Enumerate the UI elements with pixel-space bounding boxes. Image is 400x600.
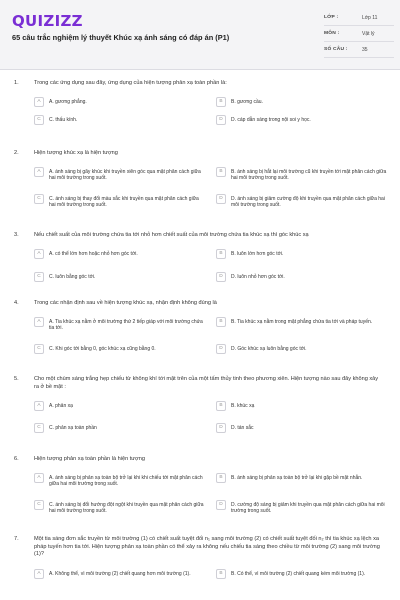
- option-a[interactable]: [34, 97, 204, 107]
- option-letter: C: [34, 272, 44, 282]
- option-letter: B: [216, 473, 226, 483]
- worksheet-title: 65 câu trắc nghiệm lý thuyết Khúc xạ ánh sáng có đáp án (P1): [12, 33, 230, 42]
- option-text: B. Tia khúc xạ nằm trong mặt phẳng chứa tia tới và pháp tuyến.: [231, 318, 373, 325]
- question-7: [0, 536, 400, 577]
- option-c[interactable]: [34, 115, 204, 125]
- option-text: B. luôn lớn hơn góc tới.: [231, 250, 284, 257]
- option-letter: C: [34, 194, 44, 204]
- option-text: A. có thể lớn hơn hoặc nhỏ hơn góc tới.: [49, 250, 138, 257]
- option-c[interactable]: [34, 423, 204, 433]
- option-text: D. luôn nhỏ hơn góc tới.: [231, 273, 285, 280]
- meta-row-count: [324, 42, 394, 58]
- option-c[interactable]: [34, 500, 206, 515]
- meta-value: Vật lý: [362, 30, 375, 37]
- option-letter: A: [34, 473, 44, 483]
- option-letter: C: [34, 500, 44, 510]
- option-c[interactable]: [34, 344, 206, 354]
- question-3: [0, 232, 400, 280]
- option-text: C. phản xạ toàn phần: [49, 424, 97, 431]
- meta-label: SỐ CÂU :: [324, 47, 348, 52]
- question-2: [0, 150, 400, 209]
- option-text: B. ánh sáng bị phản xạ toàn bộ trở lại khi gặp bề mặt nhẵn.: [231, 474, 363, 481]
- meta-value: Lớp 11: [362, 14, 378, 21]
- question-1: [0, 80, 400, 123]
- question-text: Trong các nhận định sau về hiện tượng khúc xạ, nhận định không đúng là: [34, 300, 217, 306]
- option-letter: B: [216, 249, 226, 259]
- option-letter: A: [34, 317, 44, 327]
- option-text: D. tán sắc: [231, 424, 254, 431]
- option-b[interactable]: [216, 97, 390, 107]
- quizizz-logo[interactable]: QUIZIZZ: [12, 12, 83, 30]
- question-number: 6.: [14, 456, 19, 462]
- option-b[interactable]: [216, 167, 390, 182]
- option-text: B. ánh sáng bị hắt lại môi trường cũ khi truyền tới mặt phân cách giữa hai môi trường trong suốt.: [231, 168, 387, 182]
- option-a[interactable]: [34, 401, 204, 411]
- question-text: Hiện tượng khúc xạ là hiện tượng: [34, 150, 118, 156]
- option-a[interactable]: [34, 569, 206, 579]
- option-a[interactable]: [34, 473, 206, 488]
- question-number: 1.: [14, 80, 19, 86]
- option-text: A. ánh sáng bị phản xạ toàn bộ trở lại khi khi chiếu tới mặt phân cách giữa hai môi trường trong suốt.: [49, 474, 203, 488]
- option-text: A. ánh sáng bị gãy khúc khi truyền xiên góc qua mặt phân cách giữa hai môi trường trong suốt.: [49, 168, 201, 182]
- option-letter: A: [34, 569, 44, 579]
- question-text: Cho một chùm sáng trắng hẹp chiếu từ không khí tới mặt trên của một tấm thủy tinh theo phương xiên. Hiện tượng nào sau đây không xảy ra ở bề mặt :: [34, 376, 379, 390]
- option-b[interactable]: [216, 569, 390, 579]
- meta-value: 35: [362, 46, 368, 53]
- option-b[interactable]: [216, 473, 390, 483]
- option-a[interactable]: [34, 249, 204, 259]
- option-d[interactable]: [216, 423, 390, 433]
- option-d[interactable]: [216, 500, 390, 515]
- question-6: [0, 456, 400, 515]
- option-a[interactable]: [34, 317, 206, 332]
- option-letter: D: [216, 423, 226, 433]
- option-text: B. khúc xạ: [231, 402, 255, 409]
- option-letter: C: [34, 344, 44, 354]
- option-letter: A: [34, 167, 44, 177]
- option-text: C. thấu kính.: [49, 116, 78, 123]
- option-text: D. Góc khúc xạ luôn bằng góc tới.: [231, 345, 307, 352]
- option-text: A. Không thể, vì môi trường (2) chiết quang hơn môi trường (1).: [49, 570, 191, 577]
- question-number: 4.: [14, 300, 19, 306]
- question-5: [0, 376, 400, 431]
- option-b[interactable]: [216, 249, 390, 259]
- question-text: Hiện tượng phản xạ toàn phần là hiện tượng: [34, 456, 145, 462]
- option-letter: A: [34, 249, 44, 259]
- option-text: B. gương cầu.: [231, 98, 263, 105]
- option-letter: A: [34, 97, 44, 107]
- question-text: Trong các ứng dụng sau đây, ứng dụng của hiện tượng phản xạ toàn phần là:: [34, 80, 227, 86]
- option-letter: A: [34, 401, 44, 411]
- option-text: D. cường độ sáng bị giảm khi truyền qua mặt phân cách giữa hai môi trường trong suốt.: [231, 501, 385, 515]
- option-letter: B: [216, 401, 226, 411]
- question-number: 5.: [14, 376, 19, 382]
- option-d[interactable]: [216, 344, 390, 354]
- question-number: 2.: [14, 150, 19, 156]
- option-text: C. Khi góc tới bằng 0, góc khúc xạ cũng bằng 0.: [49, 345, 156, 352]
- meta-label: LỚP :: [324, 15, 339, 20]
- option-b[interactable]: [216, 401, 390, 411]
- option-c[interactable]: [34, 194, 206, 209]
- question-text: Nếu chiết suất của môi trường chứa tia tới nhỏ hơn chiết suất của môi trường chứa tia khúc xạ thì góc khúc xạ: [34, 232, 309, 238]
- option-d[interactable]: [216, 115, 390, 125]
- option-letter: B: [216, 317, 226, 327]
- option-text: D. cáp dẫn sáng trong nội soi y học.: [231, 116, 311, 123]
- option-text: A. phản xạ: [49, 402, 73, 409]
- option-text: C. ánh sáng bị thay đổi màu sắc khi truyền qua mặt phân cách giữa hai môi trường trong suốt.: [49, 195, 199, 209]
- meta-table: [324, 10, 394, 58]
- option-a[interactable]: [34, 167, 206, 182]
- option-text: B. Có thể, vì môi trường (2) chiết quang kém môi trường (1).: [231, 570, 366, 577]
- option-letter: D: [216, 500, 226, 510]
- meta-row-subject: [324, 26, 394, 42]
- option-text: A. gương phẳng.: [49, 98, 87, 105]
- option-letter: D: [216, 194, 226, 204]
- option-letter: C: [34, 115, 44, 125]
- worksheet-header: [0, 0, 400, 70]
- option-letter: C: [34, 423, 44, 433]
- option-d[interactable]: [216, 272, 390, 282]
- option-letter: D: [216, 115, 226, 125]
- option-letter: D: [216, 344, 226, 354]
- question-number: 3.: [14, 232, 19, 238]
- option-text: A. Tia khúc xạ nằm ở môi trường thứ 2 tiếp giáp với môi trường chứa tia tới.: [49, 318, 203, 332]
- option-letter: D: [216, 272, 226, 282]
- meta-row-class: [324, 10, 394, 26]
- option-b[interactable]: [216, 317, 390, 327]
- option-d[interactable]: [216, 194, 390, 209]
- option-text: C. luôn bằng góc tới.: [49, 273, 96, 280]
- question-text: Một tia sáng đơn sắc truyền từ môi trường (1) có chiết suất tuyệt đối n₁ sang môi trường (2) có chiết suất tuyệt đối n₂ thì tia khúc xạ lệch xa pháp tuyến hơn tia tới. Hiện tượng phản xạ toàn phần có thể xảy ra không nếu chiếu tia sáng theo chiều từ môi trường (2) sang môi trường (1)?: [34, 536, 380, 558]
- option-letter: B: [216, 97, 226, 107]
- option-letter: B: [216, 167, 226, 177]
- option-letter: B: [216, 569, 226, 579]
- option-text: C. ánh sáng bị đổi hướng đột ngột khi truyền qua mặt phân cách giữa hai môi trường trong suốt.: [49, 501, 204, 515]
- question-4: [0, 300, 400, 352]
- option-text: D. ánh sáng bị giảm cường độ khi truyền qua mặt phân cách giữa hai môi trường trong suốt.: [231, 195, 385, 209]
- meta-label: MÔN :: [324, 31, 340, 36]
- option-c[interactable]: [34, 272, 204, 282]
- question-number: 7.: [14, 536, 19, 542]
